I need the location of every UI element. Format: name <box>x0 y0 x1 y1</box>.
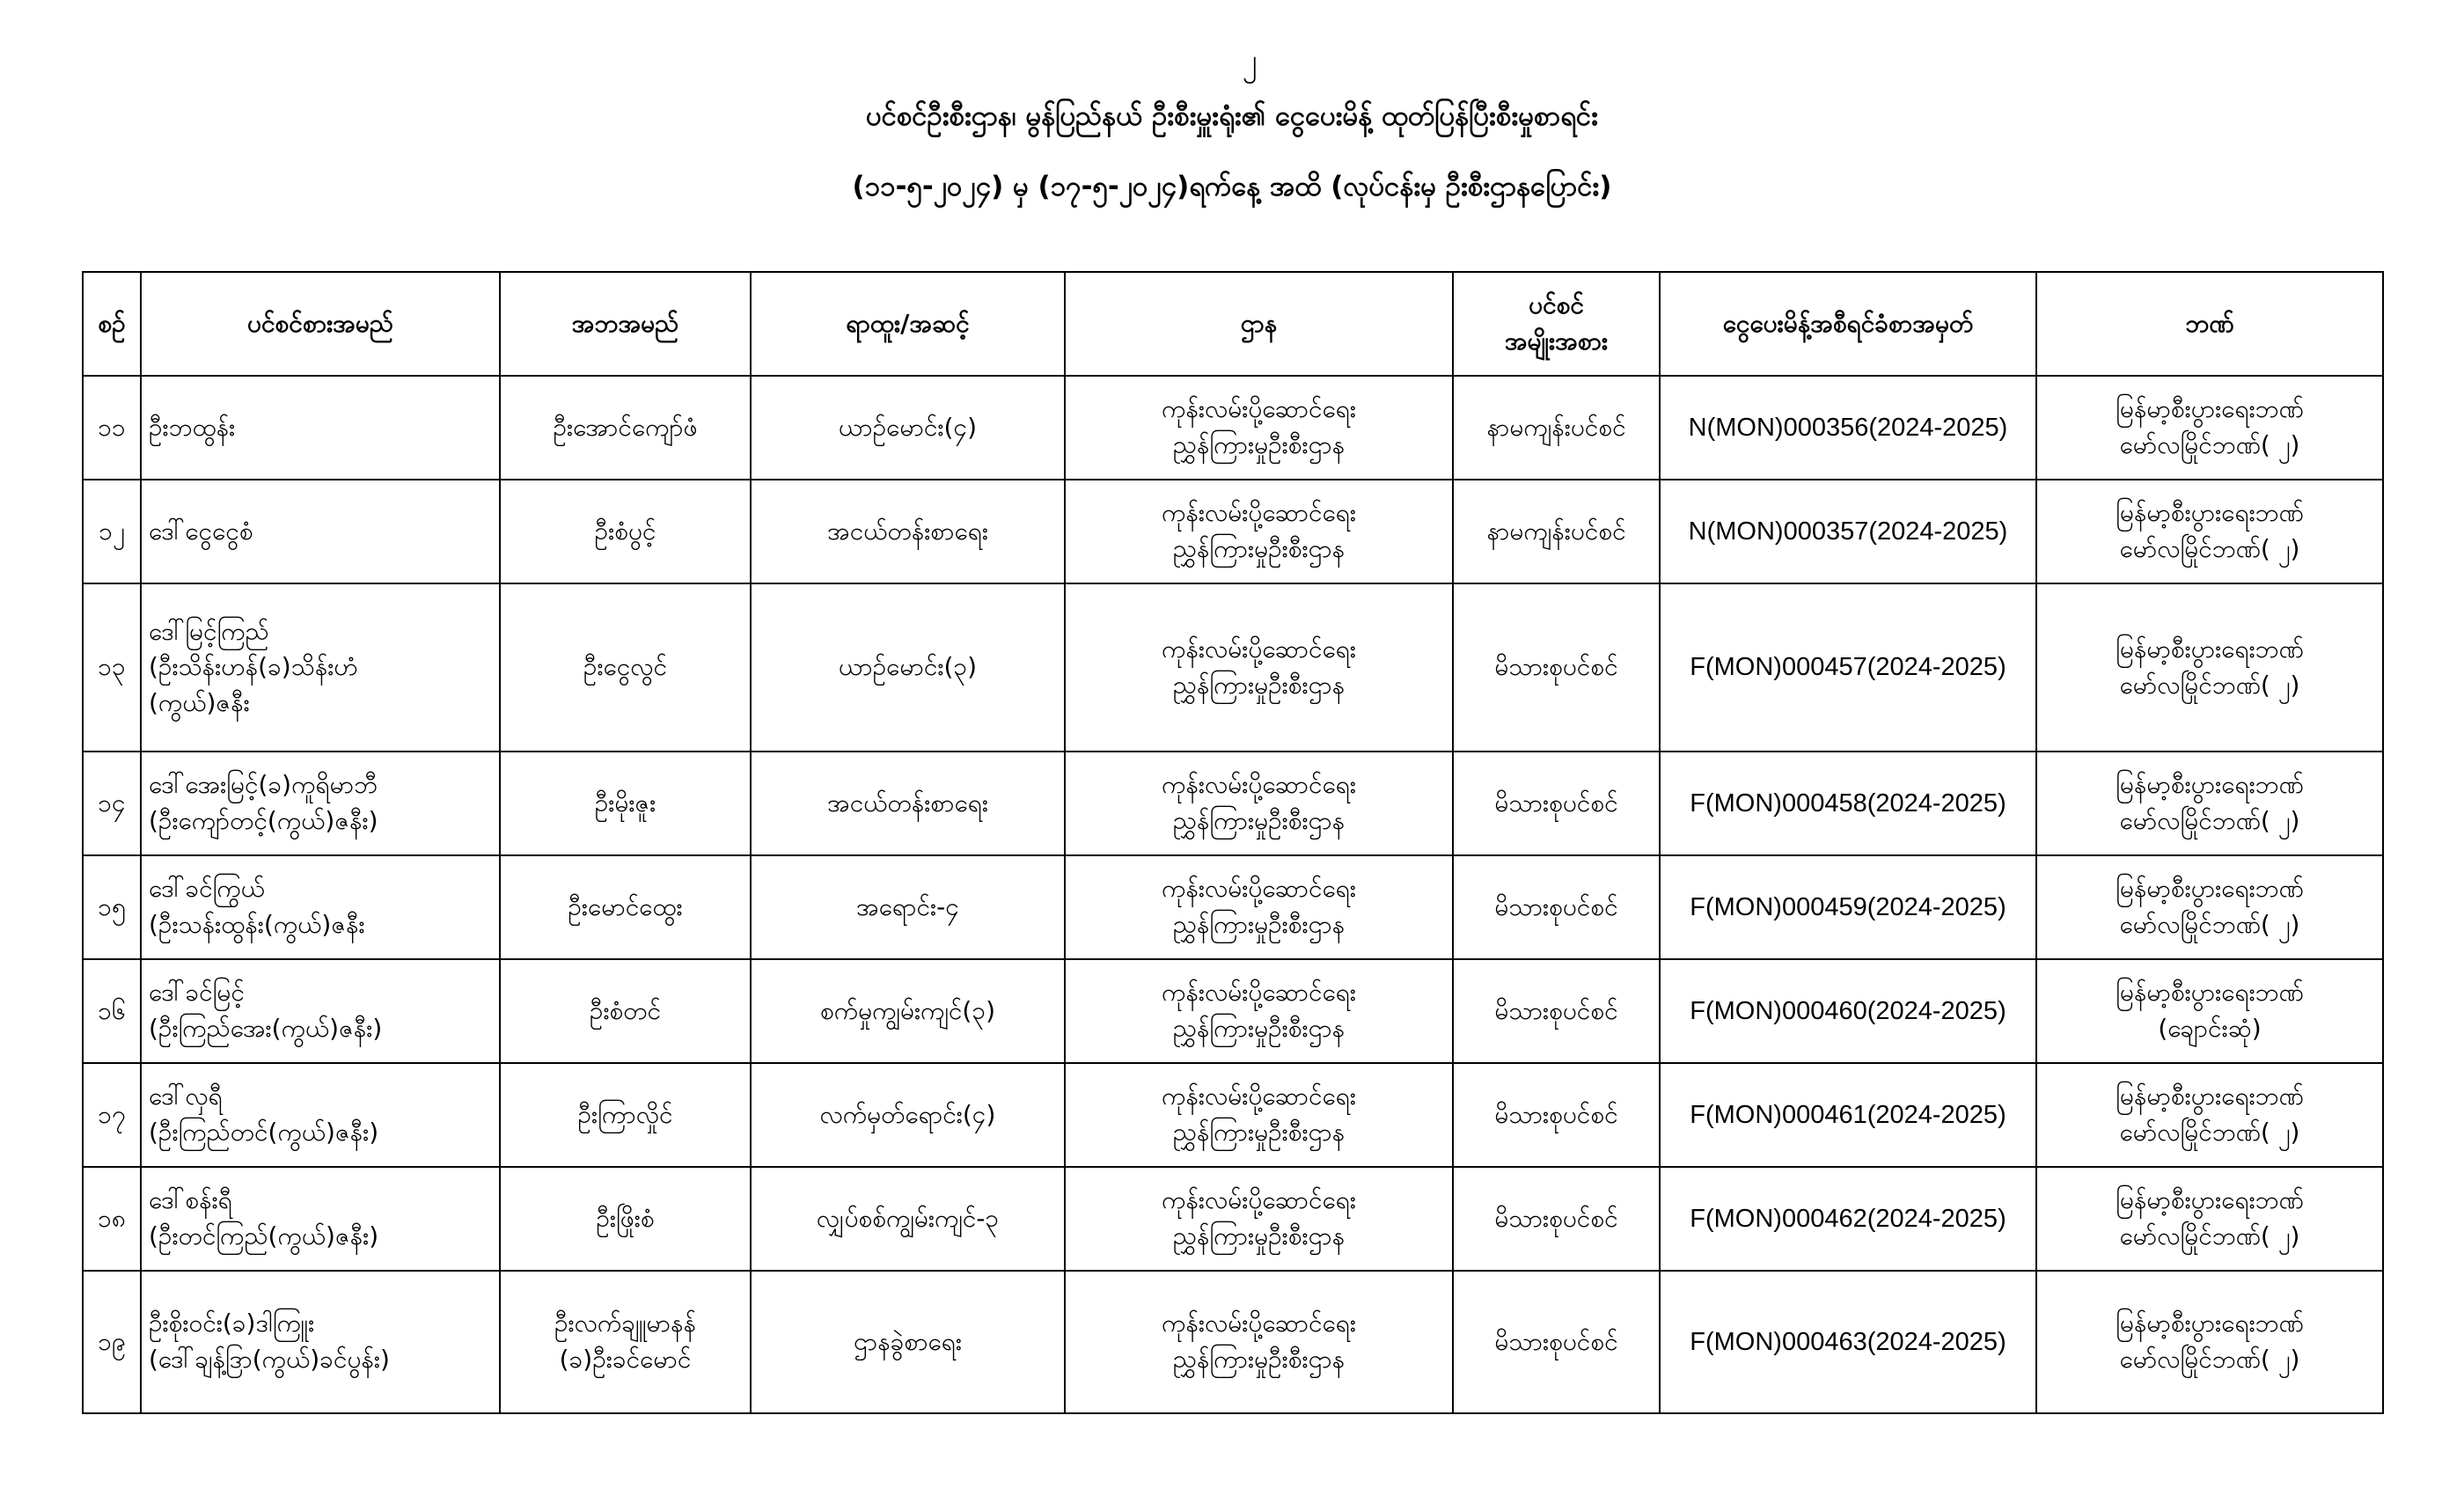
cell-pensioner-line: (ဦးသိန်းဟန်(ခ)သိန်းဟံ <box>149 652 358 682</box>
cell-pensioner-line: ဒေါ်ငွေငွေစံ <box>149 516 253 546</box>
cell-pensioner-line: (ဦးကြည်တင်(ကွယ်)ဇနီး) <box>149 1118 379 1147</box>
cell-father-line: ဦးမောင်ထွေး <box>568 891 683 921</box>
header-no: စဉ် <box>83 272 141 376</box>
cell-pensioner <box>141 959 500 1063</box>
cell-bank-line: မြန်မာ့စီးပွားရေးဘဏ် <box>2116 634 2304 664</box>
cell-bank-line: မြန်မာ့စီးပွားရေးဘဏ် <box>2116 770 2304 800</box>
cell-father <box>500 583 751 752</box>
cell-bank <box>2036 855 2383 959</box>
cell-pension-type: မိသားစုပင်စင် <box>1453 1167 1660 1271</box>
document-title: ပင်စင်ဦးစီးဌာန၊ မွန်ပြည်နယ် ဦးစီးမှူးရုံး၏ ငွေပေးမိန့် ထုတ်ပြန်ပြီးစီးမှုစာရင်း <box>865 100 1598 132</box>
cell-license: N(MON)000356(2024-2025) <box>1660 376 2036 480</box>
table-body <box>83 376 2383 1413</box>
cell-pensioner-line: (ဦးကြည်အေး(ကွယ်)ဇနီး) <box>149 1014 383 1043</box>
cell-bank <box>2036 376 2383 480</box>
cell-pensioner-line: (ဦးတင်ကြည်(ကွယ်)ဇနီး) <box>149 1221 379 1250</box>
cell-department-line: ညွှန်ကြားမှုဦးစီးဌာန <box>1172 1221 1346 1250</box>
cell-father-line: (ခ)ဦးခင်မောင် <box>559 1345 692 1374</box>
cell-pensioner-line: ဦးဘထွန်း <box>149 412 236 442</box>
cell-pension-type: မိသားစုပင်စင် <box>1453 959 1660 1063</box>
header-pension-type-line: အမျိုးအစား <box>1504 326 1609 356</box>
cell-rank: လျှပ်စစ်ကျွမ်းကျင်-၃ <box>751 1167 1065 1271</box>
cell-pensioner-line: ဒေါ်ခင်ကြွယ် <box>149 874 265 904</box>
cell-bank-line: မော်လမြိုင်ဘဏ်( ၂) <box>2119 1345 2300 1374</box>
cell-father <box>500 1063 751 1167</box>
cell-bank-line: မြန်မာ့စီးပွားရေးဘဏ် <box>2116 498 2304 528</box>
cell-bank-line: မော်လမြိုင်ဘဏ်( ၂) <box>2119 430 2300 459</box>
cell-department-line: ညွှန်ကြားမှုဦးစီးဌာန <box>1172 1014 1346 1043</box>
cell-no: ၁၉ <box>83 1271 141 1413</box>
cell-department <box>1065 855 1453 959</box>
cell-department-line: ကုန်းလမ်းပို့ဆောင်ရေး <box>1162 634 1356 664</box>
cell-bank <box>2036 1271 2383 1413</box>
cell-license: F(MON)000458(2024-2025) <box>1660 752 2036 855</box>
cell-pensioner <box>141 855 500 959</box>
cell-bank-line: မြန်မာ့စီးပွားရေးဘဏ် <box>2116 978 2304 1008</box>
cell-father-line: ဦးလက်ချူမာနန် <box>554 1309 697 1338</box>
cell-rank: အငယ်တန်းစာရေး <box>751 480 1065 583</box>
cell-rank: အရောင်း-၄ <box>751 855 1065 959</box>
cell-pensioner-line: (ဦးကျော်တင့်(ကွယ်)ဇနီး) <box>149 806 378 835</box>
cell-pension-type: နာမကျန်းပင်စင် <box>1453 480 1660 583</box>
cell-bank-line: မြန်မာ့စီးပွားရေးဘဏ် <box>2116 394 2304 424</box>
cell-bank-line: မော်လမြိုင်ဘဏ်( ၂) <box>2119 806 2300 835</box>
cell-department-line: ကုန်းလမ်းပို့ဆောင်ရေး <box>1162 1185 1356 1215</box>
cell-bank-line: မော်လမြိုင်ဘဏ်( ၂) <box>2119 1118 2300 1147</box>
cell-pensioner-line: ဦးစိုးဝင်း(ခ)ဒါကြူး <box>149 1309 315 1338</box>
cell-license: F(MON)000457(2024-2025) <box>1660 583 2036 752</box>
cell-bank <box>2036 1167 2383 1271</box>
cell-rank: ယာဉ်မောင်း(၃) <box>751 583 1065 752</box>
page-number: ၂ <box>1242 43 1258 78</box>
cell-department-line: ကုန်းလမ်းပို့ဆောင်ရေး <box>1162 978 1356 1008</box>
cell-department-line: ညွှန်ကြားမှုဦးစီးဌာန <box>1172 670 1346 700</box>
cell-bank-line: မော်လမြိုင်ဘဏ်( ၂) <box>2119 910 2300 939</box>
cell-pensioner-line: ဒေါ်မြင့်ကြည် <box>149 616 269 646</box>
cell-no: ၁၂ <box>83 480 141 583</box>
cell-pensioner <box>141 583 500 752</box>
cell-bank-line: မြန်မာ့စီးပွားရေးဘဏ် <box>2116 874 2304 904</box>
cell-department <box>1065 752 1453 855</box>
pension-table <box>82 271 2384 1414</box>
cell-license: F(MON)000462(2024-2025) <box>1660 1167 2036 1271</box>
table-row <box>83 480 2383 583</box>
document-subtitle: (၁၁-၅-၂၀၂၄) မှ (၁၇-၅-၂၀၂၄)ရက်နေ့ အထိ (လုပ်ငန်းမှ ဦးစီးဌာနပြောင်း) <box>852 171 1612 202</box>
cell-department <box>1065 480 1453 583</box>
cell-department-line: ကုန်းလမ်းပို့ဆောင်ရေး <box>1162 874 1356 904</box>
cell-department <box>1065 1271 1453 1413</box>
table-row <box>83 752 2383 855</box>
table-row <box>83 376 2383 480</box>
cell-license: F(MON)000463(2024-2025) <box>1660 1271 2036 1413</box>
cell-department <box>1065 959 1453 1063</box>
cell-father-line: ဦးမိုးဇူး <box>594 788 656 818</box>
cell-no: ၁၈ <box>83 1167 141 1271</box>
cell-pensioner <box>141 1063 500 1167</box>
cell-father-line: ဦးအောင်ကျော်ဖံ <box>553 412 698 442</box>
cell-rank: ယာဉ်မောင်း(၄) <box>751 376 1065 480</box>
table-row <box>83 1167 2383 1271</box>
cell-department <box>1065 583 1453 752</box>
header-father: အဘအမည် <box>500 272 751 376</box>
cell-department-line: ညွှန်ကြားမှုဦးစီးဌာန <box>1172 806 1346 835</box>
cell-bank-line: မော်လမြိုင်ဘဏ်( ၂) <box>2119 1221 2300 1250</box>
table-row <box>83 1063 2383 1167</box>
cell-father <box>500 959 751 1063</box>
cell-bank-line: မော်လမြိုင်ဘဏ်( ၂) <box>2119 534 2300 563</box>
header-pension-type-line: ပင်စင် <box>1529 290 1584 320</box>
cell-bank <box>2036 959 2383 1063</box>
cell-department-line: ညွှန်ကြားမှုဦးစီးဌာန <box>1172 534 1346 563</box>
cell-pension-type: နာမကျန်းပင်စင် <box>1453 376 1660 480</box>
cell-license: F(MON)000460(2024-2025) <box>1660 959 2036 1063</box>
cell-department-line: ကုန်းလမ်းပို့ဆောင်ရေး <box>1162 770 1356 800</box>
header-rank: ရာထူး/အဆင့် <box>751 272 1065 376</box>
cell-father <box>500 480 751 583</box>
cell-department-line: ကုန်းလမ်းပို့ဆောင်ရေး <box>1162 1309 1356 1338</box>
cell-rank: ဌာနခွဲစာရေး <box>751 1271 1065 1413</box>
cell-pensioner <box>141 752 500 855</box>
cell-department <box>1065 376 1453 480</box>
cell-no: ၁၇ <box>83 1063 141 1167</box>
cell-father-line: ဦးကြာလှိုင် <box>577 1099 673 1129</box>
cell-bank-line: မြန်မာ့စီးပွားရေးဘဏ် <box>2116 1082 2304 1111</box>
table-row <box>83 583 2383 752</box>
header-department: ဌာန <box>1065 272 1453 376</box>
cell-pensioner-line: (ဒေါ်ချန့်ဒြာ(ကွယ်)ခင်ပွန်း) <box>149 1345 390 1374</box>
cell-license: F(MON)000461(2024-2025) <box>1660 1063 2036 1167</box>
cell-department-line: ကုန်းလမ်းပို့ဆောင်ရေး <box>1162 1082 1356 1111</box>
cell-bank <box>2036 480 2383 583</box>
cell-bank-line: (ချောင်းဆုံ) <box>2158 1014 2262 1043</box>
cell-rank: အငယ်တန်းစာရေး <box>751 752 1065 855</box>
cell-pension-type: မိသားစုပင်စင် <box>1453 583 1660 752</box>
cell-bank-line: မြန်မာ့စီးပွားရေးဘဏ် <box>2116 1309 2304 1338</box>
cell-pensioner <box>141 1167 500 1271</box>
cell-father <box>500 376 751 480</box>
cell-no: ၁၅ <box>83 855 141 959</box>
cell-father-line: ဦးစံပွင့် <box>594 516 656 546</box>
cell-rank: စက်မှုကျွမ်းကျင်(၃) <box>751 959 1065 1063</box>
cell-department-line: ညွှန်ကြားမှုဦးစီးဌာန <box>1172 1118 1346 1147</box>
cell-bank-line: မြန်မာ့စီးပွားရေးဘဏ် <box>2116 1185 2304 1215</box>
cell-pensioner-line: ဒေါ်စန်းရီ <box>149 1185 232 1215</box>
cell-license: N(MON)000357(2024-2025) <box>1660 480 2036 583</box>
cell-father <box>500 1167 751 1271</box>
cell-no: ၁၄ <box>83 752 141 855</box>
cell-pensioner-line: ဒေါ်အေးမြင့်(ခ)ကူရိမာဘီ <box>149 770 378 800</box>
cell-pensioner-line: ဒေါ်လှရီ <box>149 1082 223 1111</box>
cell-pensioner <box>141 1271 500 1413</box>
cell-pensioner <box>141 480 500 583</box>
cell-pension-type: မိသားစုပင်စင် <box>1453 1271 1660 1413</box>
cell-department-line: ညွှန်ကြားမှုဦးစီးဌာန <box>1172 1345 1346 1374</box>
header-pensioner: ပင်စင်စားအမည် <box>141 272 500 376</box>
cell-rank: လက်မှတ်ရောင်း(၄) <box>751 1063 1065 1167</box>
cell-pensioner <box>141 376 500 480</box>
cell-bank <box>2036 583 2383 752</box>
cell-bank <box>2036 752 2383 855</box>
table-header-row <box>83 272 2383 376</box>
cell-pension-type: မိသားစုပင်စင် <box>1453 855 1660 959</box>
cell-department <box>1065 1063 1453 1167</box>
table-row <box>83 959 2383 1063</box>
cell-no: ၁၃ <box>83 583 141 752</box>
cell-no: ၁၁ <box>83 376 141 480</box>
cell-father <box>500 855 751 959</box>
cell-bank <box>2036 1063 2383 1167</box>
cell-pensioner-line: ဒေါ်ခင်မြင့် <box>149 978 245 1008</box>
cell-father <box>500 1271 751 1413</box>
cell-department-line: ကုန်းလမ်းပို့ဆောင်ရေး <box>1162 498 1356 528</box>
cell-department-line: ညွှန်ကြားမှုဦးစီးဌာန <box>1172 910 1346 939</box>
cell-pension-type: မိသားစုပင်စင် <box>1453 1063 1660 1167</box>
cell-pensioner-line: (ကွယ်)ဇနီး <box>149 687 250 717</box>
header-pension-type <box>1453 272 1660 376</box>
cell-pensioner-line: (ဦးသန်းထွန်း(ကွယ်)ဇနီး <box>149 910 365 939</box>
cell-no: ၁၆ <box>83 959 141 1063</box>
header-bank: ဘဏ် <box>2036 272 2383 376</box>
cell-father <box>500 752 751 855</box>
header-license: ငွေပေးမိန့်အစီရင်ခံစာအမှတ် <box>1660 272 2036 376</box>
cell-bank-line: မော်လမြိုင်ဘဏ်( ၂) <box>2119 670 2300 700</box>
cell-license: F(MON)000459(2024-2025) <box>1660 855 2036 959</box>
cell-department-line: ညွှန်ကြားမှုဦးစီးဌာန <box>1172 430 1346 459</box>
table-row <box>83 1271 2383 1413</box>
cell-department <box>1065 1167 1453 1271</box>
cell-father-line: ဦးငွေလွင် <box>583 652 668 682</box>
table-row <box>83 855 2383 959</box>
cell-pension-type: မိသားစုပင်စင် <box>1453 752 1660 855</box>
cell-father-line: ဦးစံတင် <box>589 995 662 1025</box>
cell-father-line: ဦးဖြိုးစံ <box>596 1203 655 1233</box>
cell-department-line: ကုန်းလမ်းပို့ဆောင်ရေး <box>1162 394 1356 424</box>
